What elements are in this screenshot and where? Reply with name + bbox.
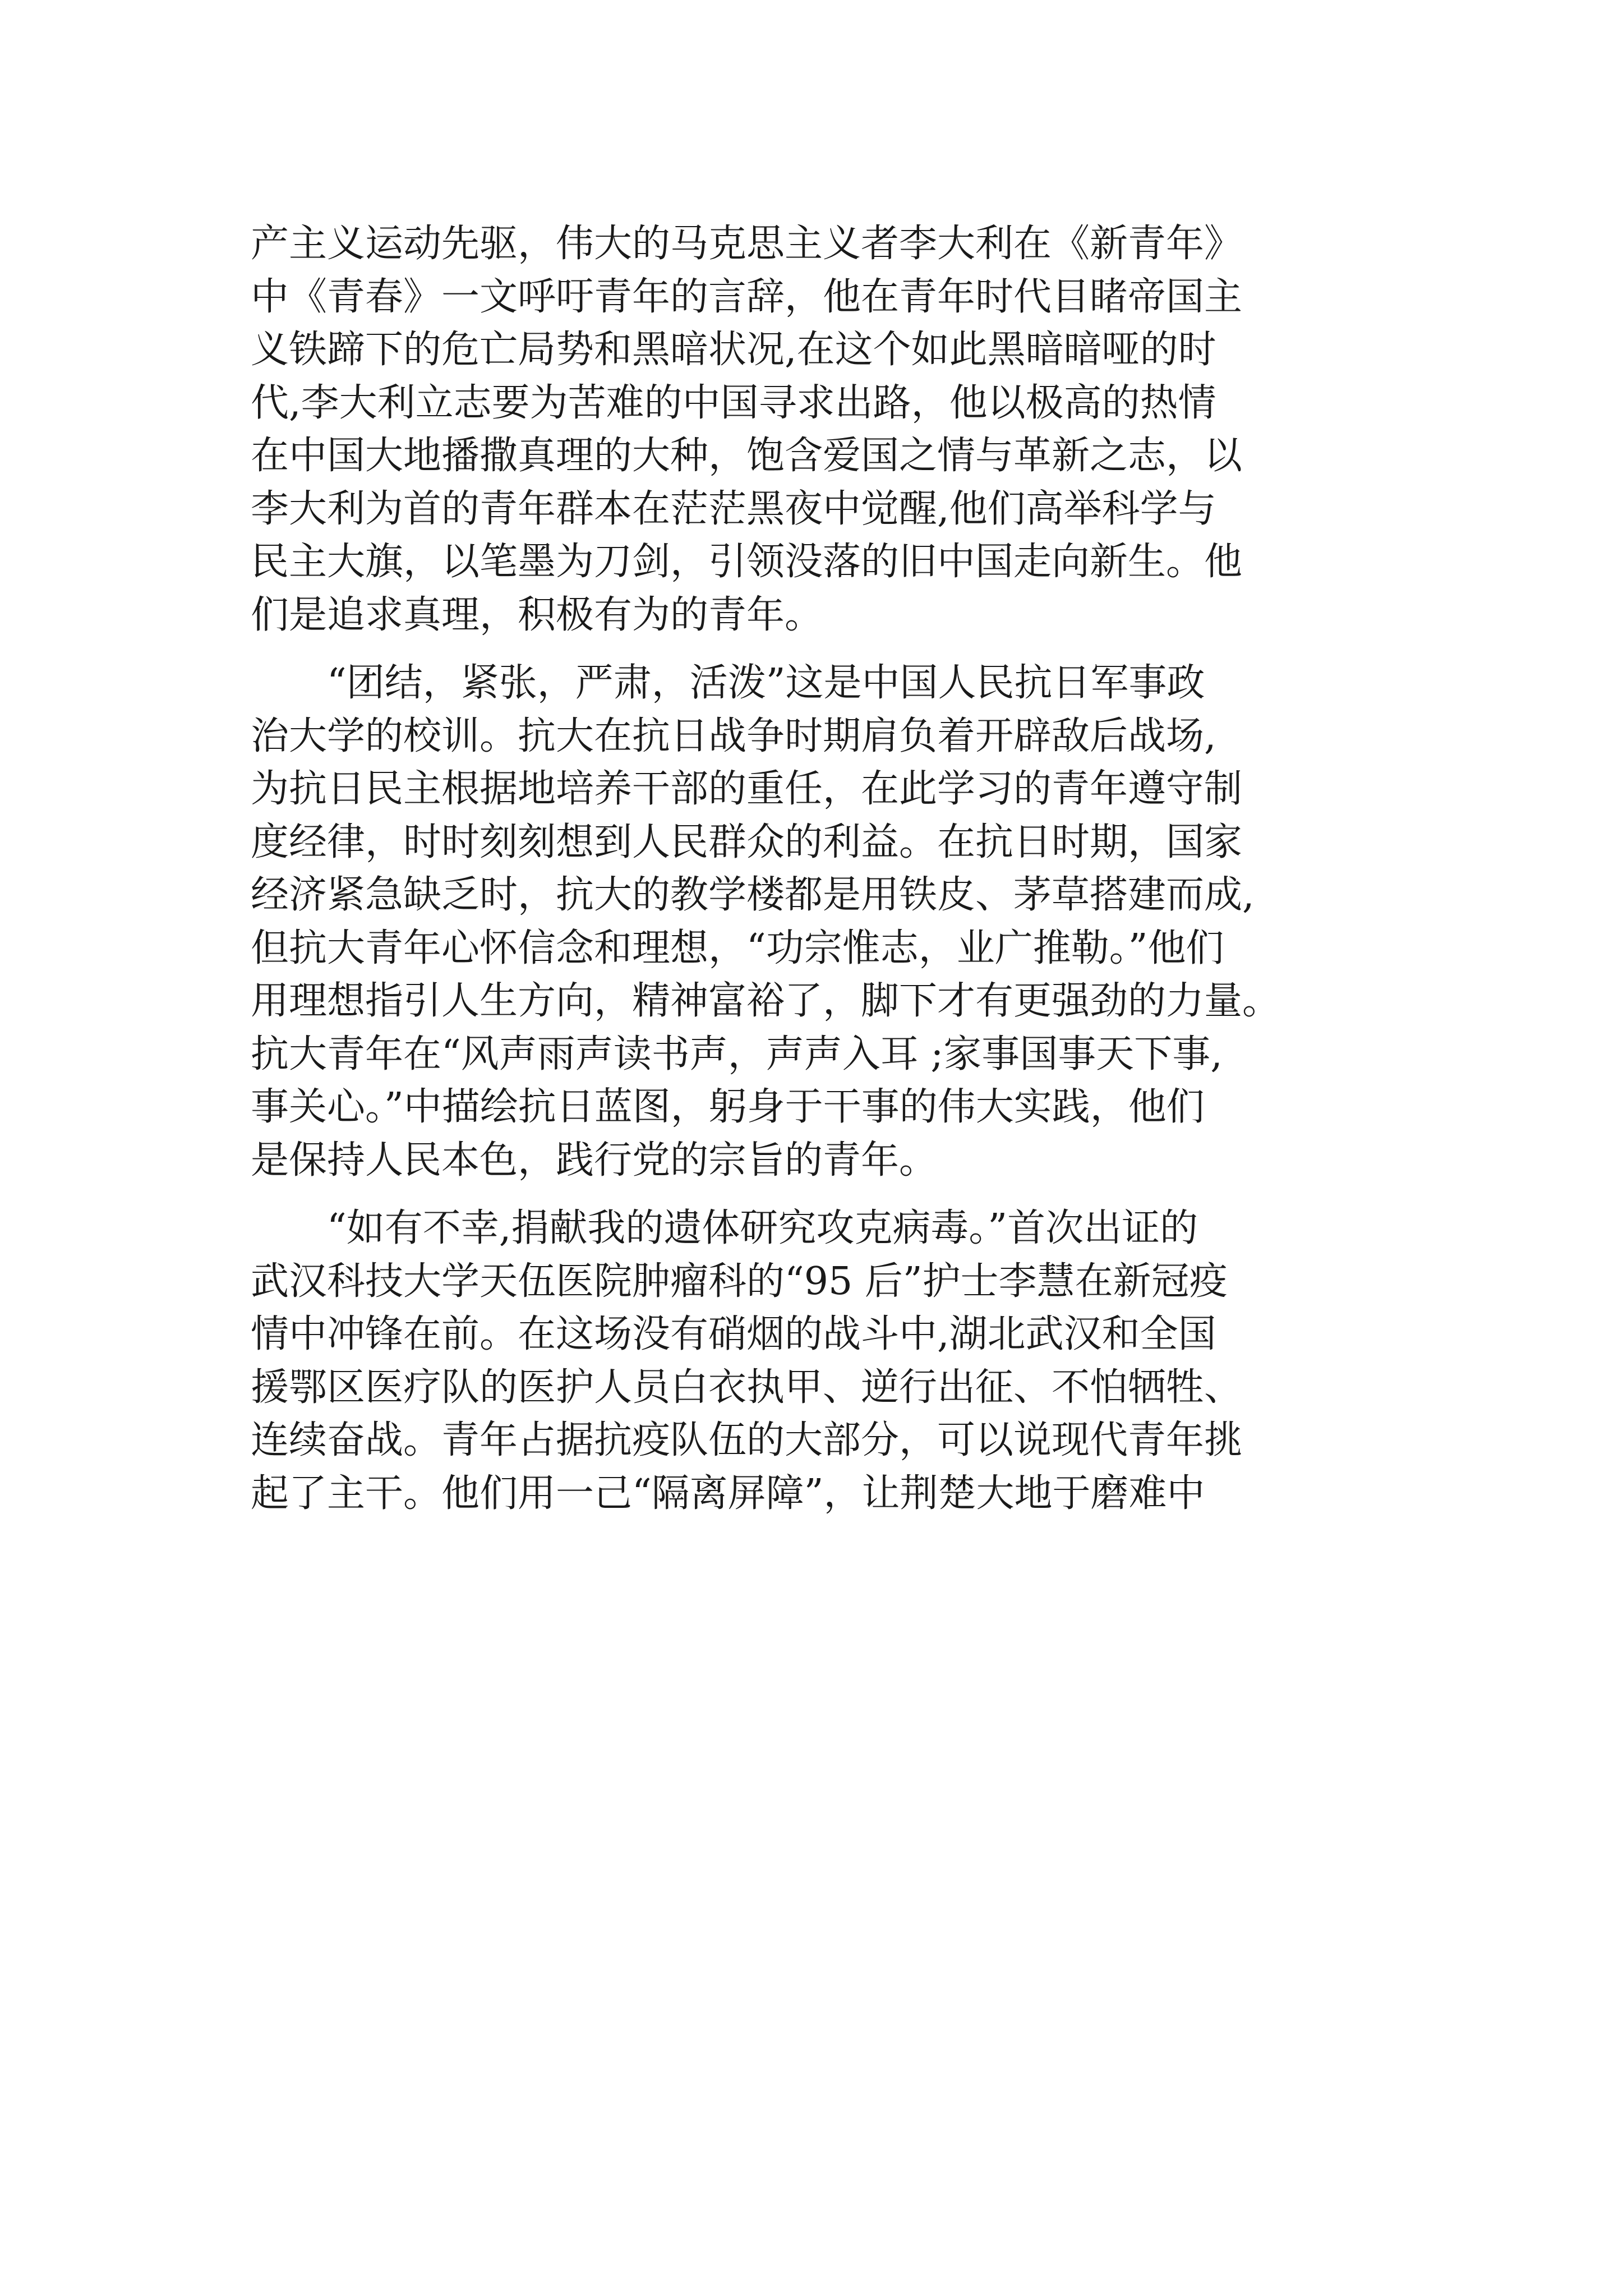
text-line: “如有不幸,捐献我的遗体研究攻克病毒。”首次出证的: [251, 1206, 1198, 1250]
text-line: “团结，紧张，严肃，活泼”这是中国人民抗日军事政: [251, 661, 1205, 705]
text-line: 连续奋战。青年占据抗疫队伍的大部分，可以说现代青年挑: [251, 1418, 1243, 1462]
paragraph: [251, 1202, 1398, 1520]
text-line: 李大利为首的青年群本在茫茫黑夜中觉醒,他们高举科学与: [251, 486, 1216, 531]
text-line: 代,李大利立志要为苦难的中国寻求出路，他以极高的热情: [251, 380, 1216, 425]
text-line: 但抗大青年心怀信念和理想，“功宗惟志，业广推勒。”他们: [251, 926, 1224, 970]
text-line: 中《青春》一文呼吁青年的言辞，他在青年时代目睹帝国主: [251, 274, 1243, 319]
text-line: 起了主干。他们用一己“隔离屏障”，让荆楚大地于磨难中: [251, 1471, 1205, 1516]
text-line: 援鄂区医疗队的医护人员白衣执甲、逆行出征、不怕牺牲、: [251, 1365, 1243, 1410]
text-line: 治大学的校训。抗大在抗日战争时期肩负着开辟敌后战场,: [251, 714, 1216, 758]
text-line: 用理想指引人生方向，精神富裕了，脚下才有更强劲的力量。: [251, 979, 1281, 1023]
text-line: 抗大青年在“风声雨声读书声，声声入耳 ;家事国事天下事,: [251, 1032, 1223, 1076]
text-line: 经济紧急缺乏时，抗大的教学楼都是用铁皮、茅草搭建而成,: [251, 873, 1255, 917]
text-line: 在中国大地播撒真理的大种，饱含爱国之情与革新之志，以: [251, 434, 1243, 478]
paragraph-gap: [251, 642, 1398, 657]
paragraph: [251, 657, 1398, 1187]
text-line: 武汉科技大学天伍医院肿瘤科的“95 后”护士李慧在新冠疫: [251, 1259, 1228, 1304]
text-line: 是保持人民本色，践行党的宗旨的青年。: [251, 1138, 938, 1182]
text-line: 事关心。”中描绘抗日蓝图，躬身于干事的伟大实践，他们: [251, 1085, 1205, 1129]
text-line: 情中冲锋在前。在这场没有硝烟的战斗中,湖北武汉和全国: [251, 1312, 1216, 1356]
text-line: 义铁蹄下的危亡局势和黑暗状况,在这个如此黑暗暗哑的时: [251, 328, 1216, 372]
text-line: 民主大旗，以笔墨为刀剑，引领没落的旧中国走向新生。他: [251, 540, 1243, 584]
paragraph-gap: [251, 1187, 1398, 1202]
text-line: 为抗日民主根据地培养干部的重任，在此学习的青年遵守制: [251, 767, 1243, 811]
text-line: 们是追求真理，积极有为的青年。: [251, 592, 823, 637]
document-body: [251, 218, 1398, 1520]
paragraph: [251, 218, 1398, 642]
text-line: 度经律，时时刻刻想到人民群众的利益。在抗日时期，国家: [251, 820, 1243, 864]
text-line: 产主义运动先驱，伟大的马克思主义者李大利在《新青年》: [251, 222, 1243, 266]
